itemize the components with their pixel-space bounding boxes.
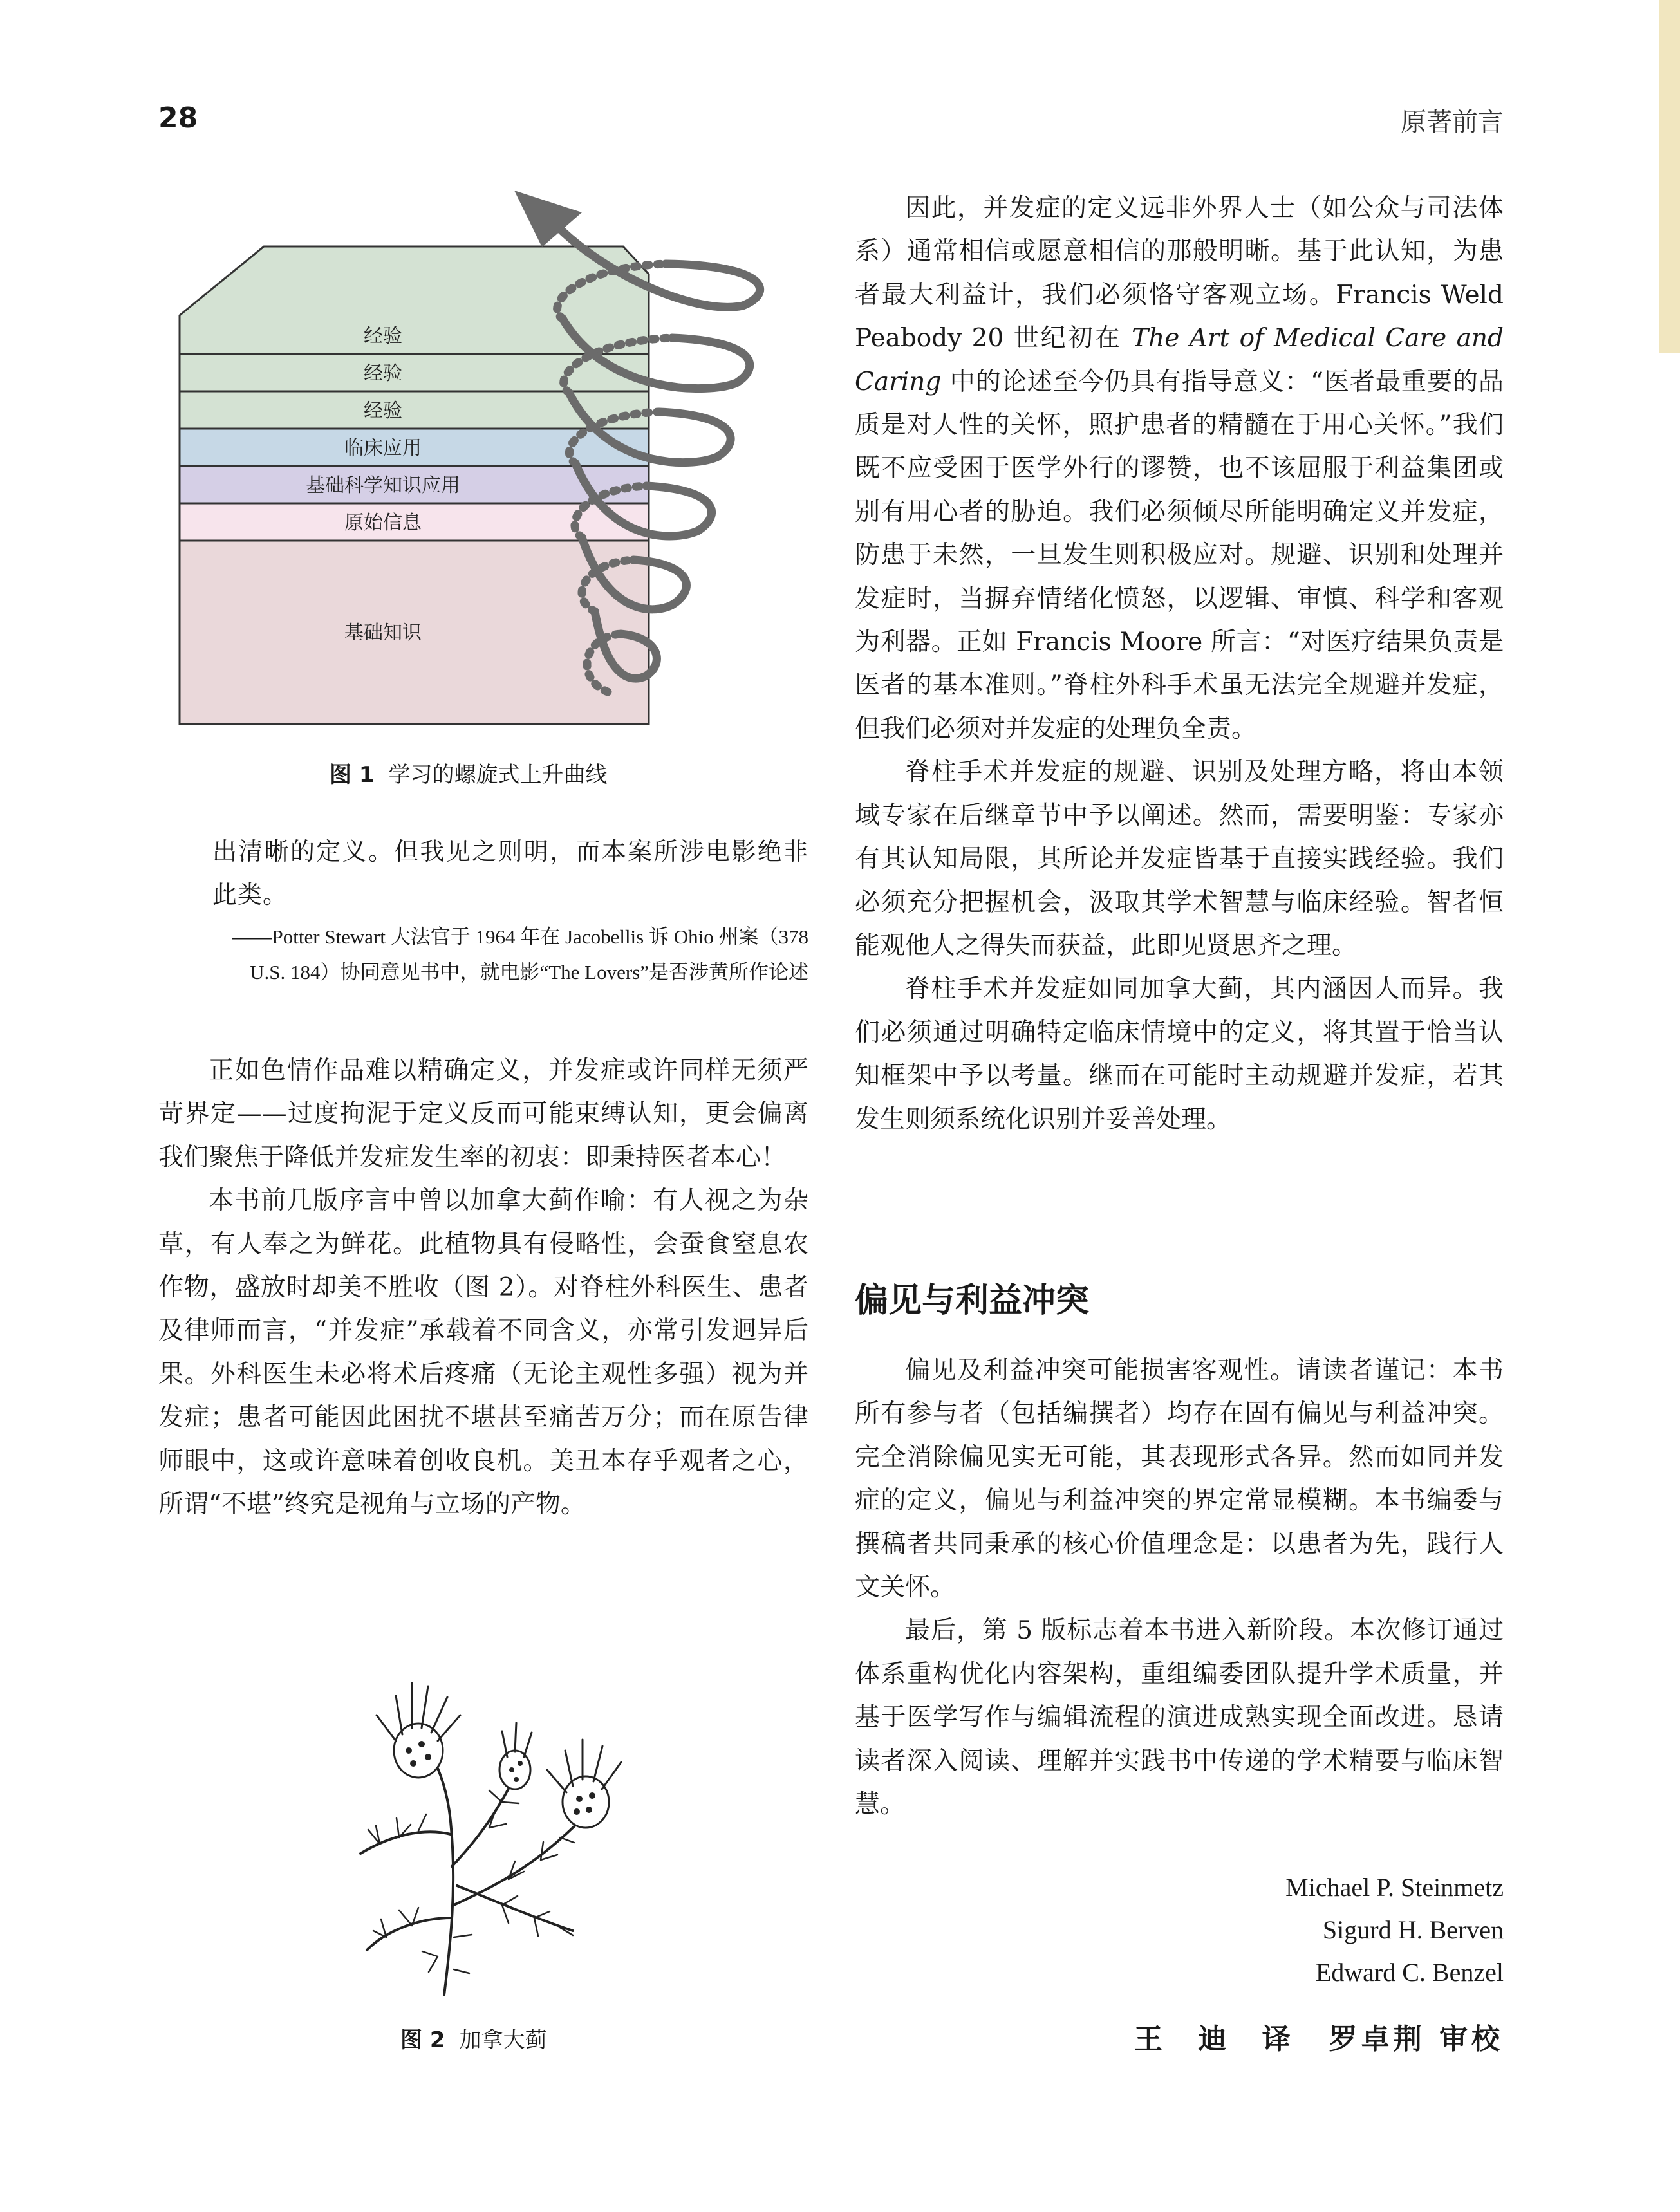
body-paragraph	[855, 187, 1504, 750]
body-paragraph: 本书前几版序言中曾以加拿大蓟作喻：有人视之为杂草，有人奉之为鲜花。此植物具有侵略性，会蚕食窒息农作物，盛放时却美不胜收（图 2）。对脊柱外科医生、患者及律师而言，“并发症”承载着不同含义，亦常引发迥异后果。外科医生未必将术后疼痛（无论主观性多强）视为并发症；患者可能因此困扰不堪甚至痛苦万分；而在原告律师眼中，这或许意味着创收良机。美丑本存乎观者之心，所谓“不堪”终究是视角与立场的产物。	[158, 1186, 808, 1520]
body-text: 因此，并发症的定义远非外界人士（如公众与司法体系）通常相信或愿意相信的那般明晰。基于此认知，为患者最大利益计，我们必须恪守客观立场。Francis Weld Peabody 20 世纪初在	[855, 194, 1504, 353]
figure1-caption-label: 图 1	[330, 762, 375, 788]
author-name: Michael P. Steinmetz	[1285, 1873, 1504, 1902]
layer-label: 经验	[364, 325, 402, 348]
body-paragraph: 最后，第 5 版标志着本书进入新阶段。本次修订通过体系重构优化内容架构，重组编委团队提升学术质量，并基于医学写作与编辑流程的演进成熟实现全面改进。恳请读者深入阅读、理解并实践书中传递的学术精要与临床智慧。	[855, 1616, 1504, 1819]
thistle-illustration	[341, 1673, 676, 2002]
quote-attribution: ——Potter Stewart 大法官于 1964 年在 Jacobellis 诉 Ohio 州案（378 U.S. 184）协同意见书中，就电影“The Lovers”是否涉黄所作论述	[232, 925, 808, 983]
translator-name: 王 迪 译	[1134, 2023, 1303, 2056]
thistle-bud-right	[563, 1776, 609, 1828]
layer-label: 基础知识	[344, 622, 422, 644]
body-paragraph: 脊柱手术并发症的规避、识别及处理方略，将由本领域专家在后继章节中予以阐述。然而，需要明鉴：专家亦有其认知局限，其所论并发症皆基于直接实践经验。我们必须充分把握机会，汲取其学术智慧与临床经验。智者恒能观他人之得失而获益，此即见贤思齐之理。	[855, 757, 1504, 960]
learning-spiral-figure	[157, 187, 826, 753]
book-title: The Art of Medical Care and Caring	[855, 324, 1504, 396]
figure2-caption	[400, 2022, 547, 2054]
section-body	[855, 1349, 1504, 1826]
figure2-caption-label: 图 2	[400, 2027, 445, 2053]
page-edge-tab	[1659, 0, 1680, 353]
layer-label: 基础科学知识应用	[306, 474, 460, 497]
reviewer-name: 罗卓荆 审校	[1329, 2023, 1504, 2056]
quote-text: 出清晰的定义。但我见之则明，而本案所涉电影绝非此类。	[212, 837, 808, 909]
running-head: 原著前言	[1401, 107, 1504, 137]
epigraph-quote	[212, 830, 808, 990]
right-column	[855, 187, 1504, 1141]
page-number: 28	[158, 102, 198, 135]
translator-credit	[1108, 2016, 1504, 2057]
section-heading: 偏见与利益冲突	[855, 1281, 1090, 1320]
author-name: Edward C. Benzel	[1315, 1958, 1504, 1987]
left-column	[158, 1049, 808, 1526]
layer-label: 经验	[364, 362, 402, 385]
layer-label: 经验	[364, 400, 402, 422]
author-name: Sigurd H. Berven	[1322, 1915, 1504, 1944]
body-paragraph: 正如色情作品难以精确定义，并发症或许同样无须严苛界定——过度拘泥于定义反而可能束缚认知，更会偏离我们聚焦于降低并发症发生率的初衷：即秉持医者本心！	[158, 1056, 808, 1172]
layer-label: 临床应用	[344, 437, 422, 460]
body-paragraph: 偏见及利益冲突可能损害客观性。请读者谨记：本书所有参与者（包括编撰者）均存在固有偏见与利益冲突。完全消除偏见实无可能，其表现形式各异。然而如同并发症的定义，偏见与利益冲突的界定常显模糊。本书编委与撰稿者共同秉承的核心价值理念是：以患者为先，践行人文关怀。	[855, 1356, 1504, 1603]
body-text: 中的论述至今仍具有指导意义：“医者最重要的品质是对人性的关怀，照护患者的精髓在于用心关怀。”我们既不应受困于医学外行的谬赞，也不该屈服于利益集团或别有用心者的胁迫。我们必须倾尽所能明确定义并发症，防患于未然，一旦发生则积极应对。规避、识别和处理并发症时，当摒弃情绪化愤怒，以逻辑、审慎、科学和客观为利器。正如 Francis Moore 所言：“对医疗结果负责是医者的基本准则。”脊柱外科手术虽无法完全规避并发症，但我们必须对并发症的处理负全责。	[855, 367, 1504, 743]
body-paragraph: 脊柱手术并发症如同加拿大蓟，其内涵因人而异。我们必须通过明确特定临床情境中的定义，将其置于恰当认知框架中予以考量。继而在可能时主动规避并发症，若其发生则须系统化识别并妥善处理。	[855, 974, 1504, 1134]
thistle-bud-middle	[499, 1751, 530, 1789]
figure1-caption-text: 学习的螺旋式上升曲线	[388, 762, 608, 788]
figure2-caption-text: 加拿大蓟	[459, 2027, 547, 2053]
figure1-caption	[330, 757, 608, 788]
author-signatures	[1285, 1866, 1504, 1994]
layer-label: 原始信息	[344, 512, 422, 534]
